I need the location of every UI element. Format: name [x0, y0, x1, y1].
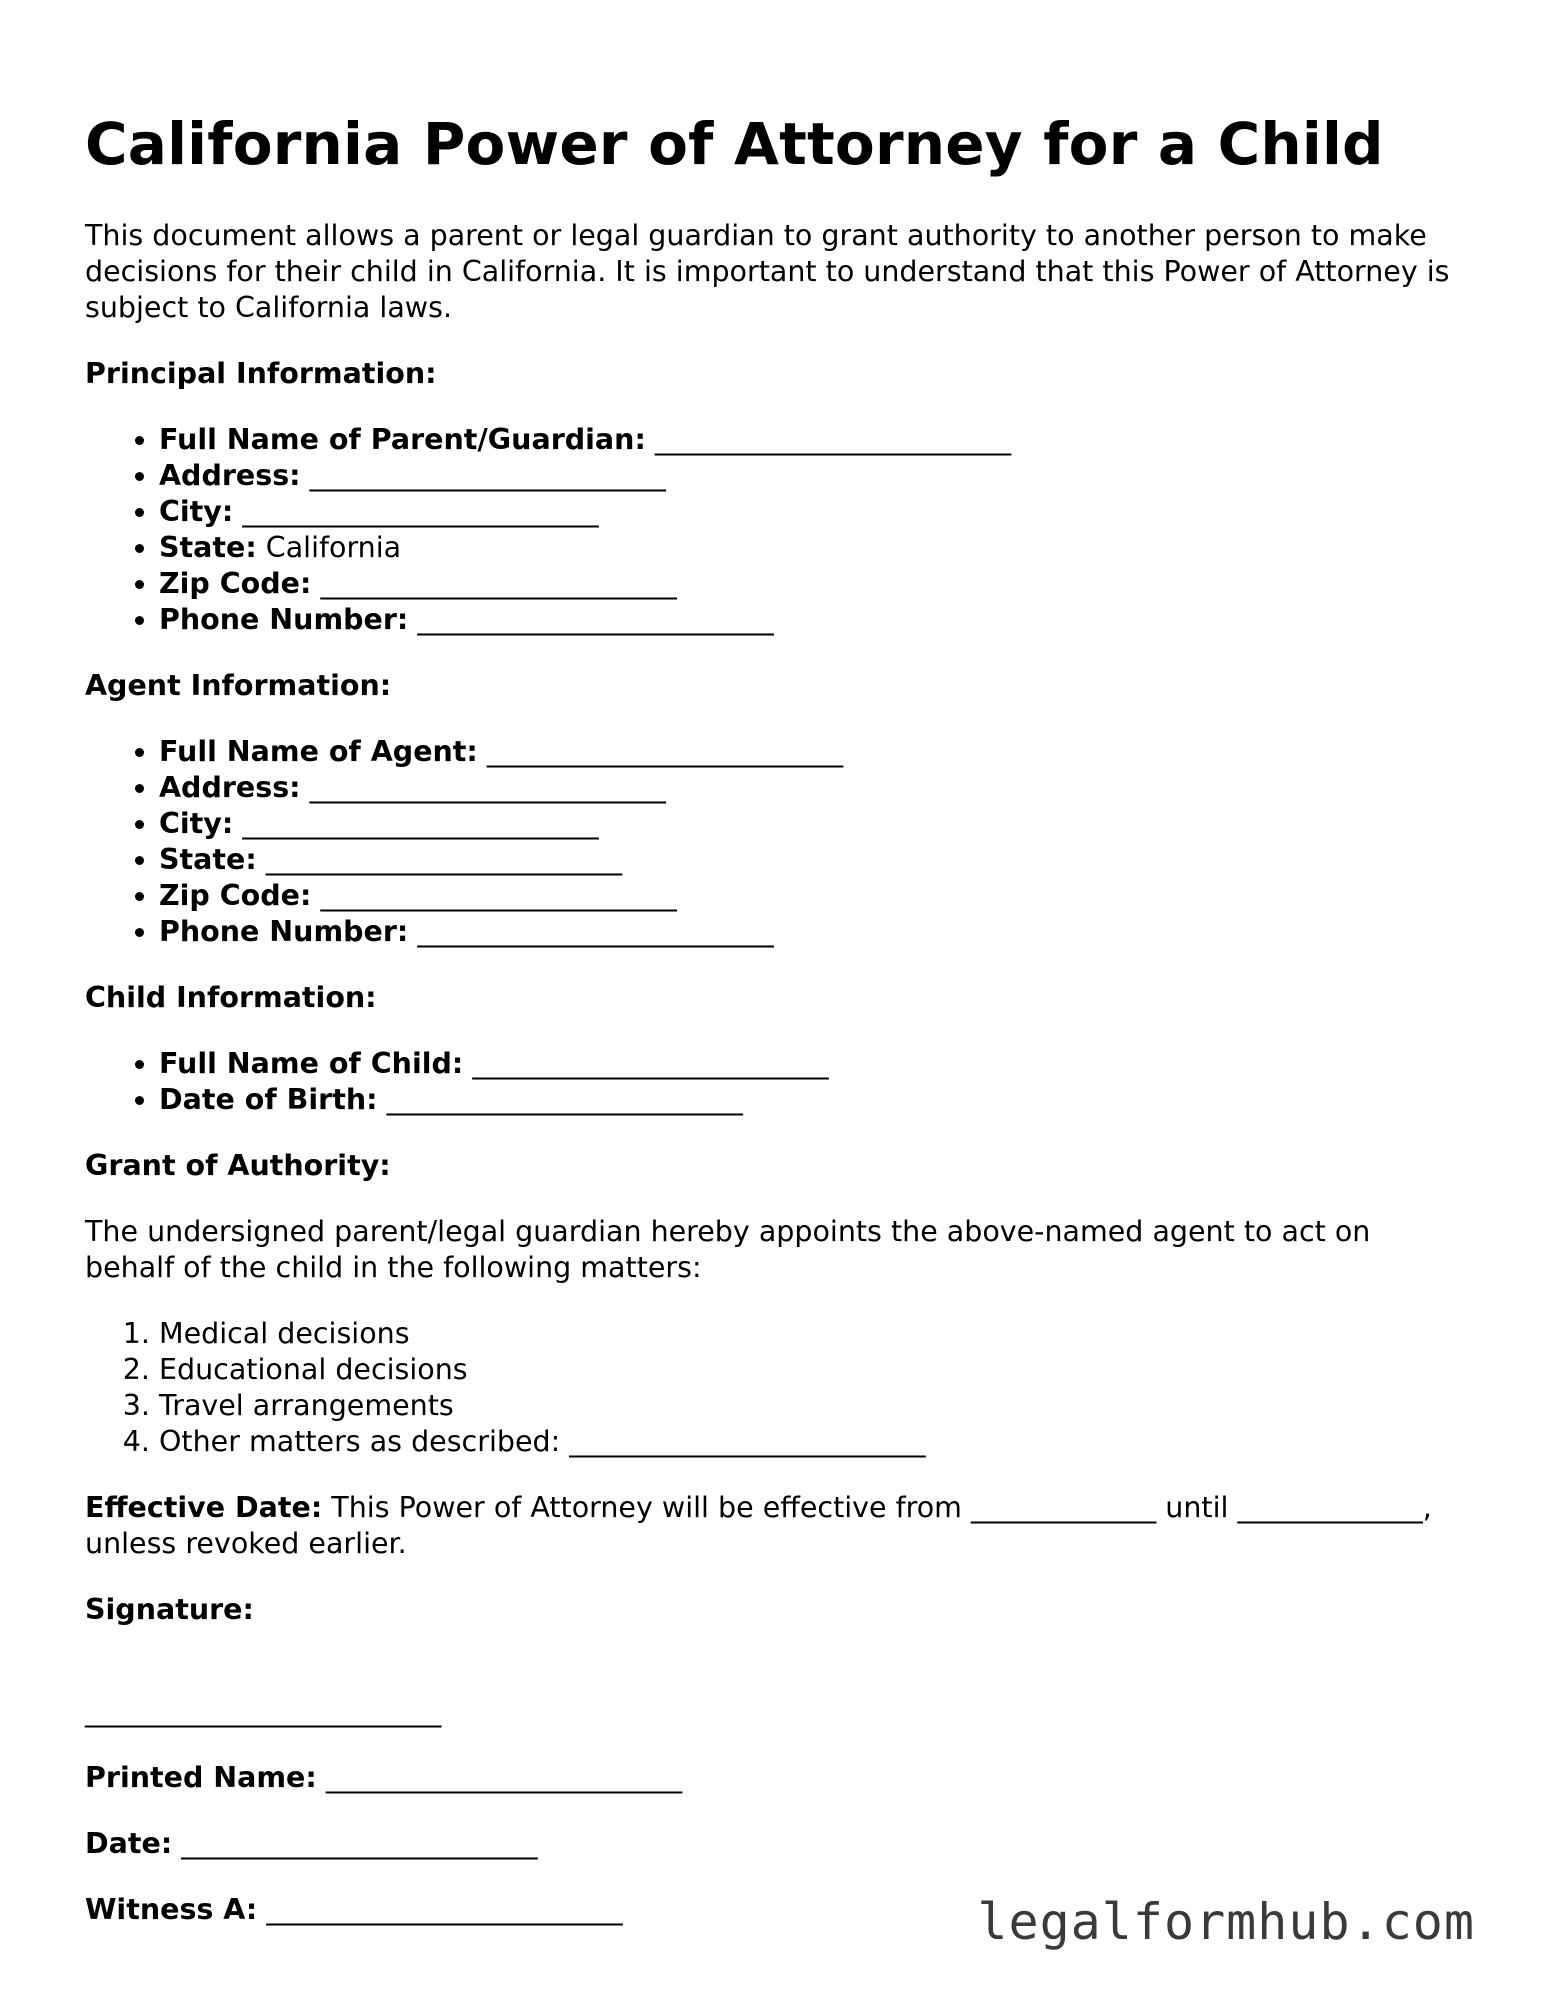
- field-label: City:: [159, 495, 234, 528]
- watermark: legalformhub.com: [977, 1893, 1475, 1951]
- field-label: Date of Birth:: [159, 1083, 378, 1116]
- agent-heading: Agent Information:: [85, 669, 392, 702]
- authority-item: 1. Medical decisions: [159, 1316, 1465, 1352]
- document-page: [85, 104, 1465, 1928]
- field-label: Zip Code:: [159, 567, 312, 600]
- principal-address-field[interactable]: [159, 458, 1465, 494]
- field-value: _________________________: [477, 735, 844, 768]
- field-label: Zip Code:: [159, 879, 312, 912]
- field-value: _________________________: [408, 603, 774, 636]
- child-heading: Child Information:: [85, 981, 377, 1014]
- field-label: Full Name of Agent:: [159, 735, 478, 768]
- authority-item: 2. Educational decisions: [159, 1352, 1465, 1388]
- field-label: Address:: [159, 771, 301, 804]
- field-label: Witness A:: [85, 1893, 258, 1926]
- child-full-name-field[interactable]: [159, 1046, 1465, 1082]
- field-value: _________________________: [257, 1893, 623, 1926]
- authority-heading: Grant of Authority:: [85, 1149, 391, 1182]
- signature-heading: Signature:: [85, 1593, 254, 1626]
- authority-item-other[interactable]: 4. Other matters as described: _________________________: [159, 1424, 1465, 1460]
- field-value: _________________________: [300, 459, 666, 492]
- printed-name-field[interactable]: [85, 1760, 1465, 1796]
- field-label: Full Name of Parent/Guardian:: [159, 423, 646, 456]
- field-value: _________________________: [645, 423, 1012, 456]
- principal-phone-field[interactable]: [159, 602, 1465, 638]
- effective-date-paragraph[interactable]: [85, 1490, 1465, 1562]
- field-value: _________________________: [300, 771, 666, 804]
- agent-full-name-field[interactable]: [159, 734, 1465, 770]
- field-value: _________________________: [311, 879, 677, 912]
- field-label: City:: [159, 807, 234, 840]
- child-dob-field[interactable]: [159, 1082, 1465, 1118]
- field-label: Printed Name:: [85, 1761, 317, 1794]
- effective-date-text: This Power of Attorney will be effective from _____________ until _____________, unless revoked earlier.: [85, 1491, 1432, 1560]
- child-fields: [85, 1046, 1465, 1118]
- field-value: _________________________: [377, 1083, 743, 1116]
- principal-city-field[interactable]: [159, 494, 1465, 530]
- principal-fields: [85, 422, 1465, 638]
- effective-date-label: Effective Date:: [85, 1491, 323, 1524]
- agent-zip-field[interactable]: [159, 878, 1465, 914]
- signature-line[interactable]: _________________________: [85, 1695, 442, 1728]
- principal-zip-field[interactable]: [159, 566, 1465, 602]
- authority-text: The undersigned parent/legal guardian hereby appoints the above-named agent to act on behalf of the child in the following matters:: [85, 1215, 1371, 1284]
- agent-fields: [85, 734, 1465, 950]
- field-value: _________________________: [463, 1047, 829, 1080]
- field-label: State:: [159, 843, 257, 876]
- agent-city-field[interactable]: [159, 806, 1465, 842]
- field-label: Phone Number:: [159, 603, 409, 636]
- field-value: _________________________: [256, 843, 623, 876]
- field-value: _________________________: [233, 807, 599, 840]
- authority-item: 3. Travel arrangements: [159, 1388, 1465, 1424]
- field-value: _________________________: [172, 1827, 538, 1860]
- agent-state-field[interactable]: [159, 842, 1465, 878]
- authority-items: [85, 1316, 1465, 1460]
- field-label: Phone Number:: [159, 915, 409, 948]
- field-label: Date:: [85, 1827, 173, 1860]
- principal-heading: Principal Information:: [85, 357, 437, 390]
- intro-paragraph: This document allows a parent or legal guardian to grant authority to another person to make decisions for their child in California. It is important to understand that this Power of Attorney is subject to California laws.: [85, 219, 1450, 324]
- field-value: _________________________: [233, 495, 599, 528]
- field-value: _________________________: [311, 567, 677, 600]
- field-value: _________________________: [316, 1761, 683, 1794]
- document-title: California Power of Attorney for a Child: [85, 110, 1384, 178]
- agent-address-field[interactable]: [159, 770, 1465, 806]
- field-label: Address:: [159, 459, 301, 492]
- field-label: Full Name of Child:: [159, 1047, 464, 1080]
- signature-spacer: [85, 1658, 1465, 1694]
- field-label: State:: [159, 531, 257, 564]
- field-value: _________________________: [408, 915, 774, 948]
- principal-state-field: [159, 530, 1465, 566]
- date-field[interactable]: [85, 1826, 1465, 1862]
- agent-phone-field[interactable]: [159, 914, 1465, 950]
- principal-full-name-field[interactable]: [159, 422, 1465, 458]
- field-value: California: [256, 531, 402, 564]
